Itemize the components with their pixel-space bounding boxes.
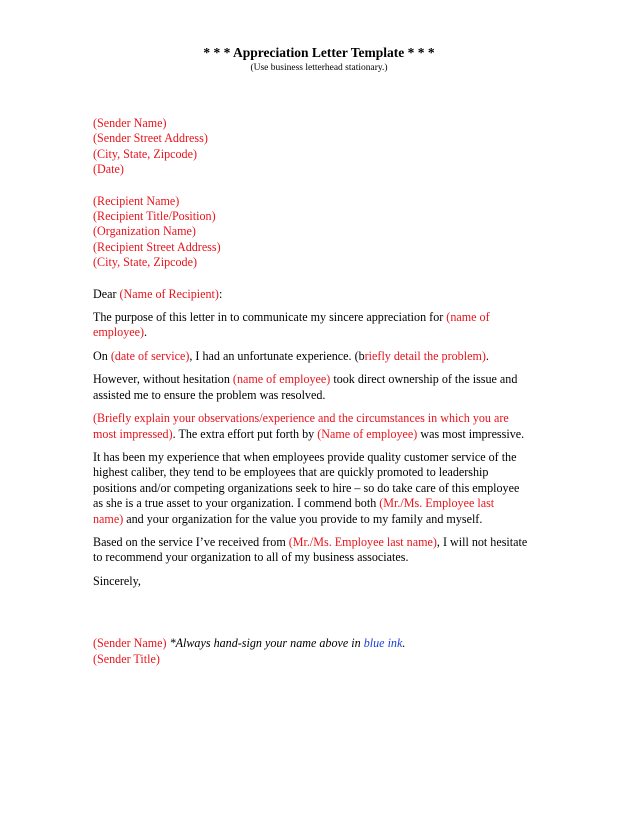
paragraph-commendation: [93, 450, 563, 527]
paragraph-purpose: [93, 310, 563, 341]
sender-street: (Sender Street Address): [93, 131, 208, 146]
p5-placeholder-2: name): [93, 511, 124, 526]
recipient-org: (Organization Name): [93, 224, 196, 239]
p6-placeholder: (Mr./Ms. Employee last name): [288, 534, 437, 549]
signature-space: [93, 589, 563, 636]
recipient-title: (Recipient Title/Position): [93, 209, 216, 224]
signature-title: (Sender Title): [93, 651, 160, 666]
p3-text-3: assisted me to ensure the problem was resolved.: [93, 387, 326, 402]
recipient-city: (City, State, Zipcode): [93, 255, 198, 270]
p3-text-2: took direct ownership of the issue and: [330, 372, 518, 387]
p4-placeholder-1: (Briefly explain your observations/experience and the circumstances in which you are: [93, 411, 509, 426]
sender-date: (Date): [93, 162, 124, 177]
closing: Sincerely,: [93, 573, 141, 588]
p5-line-1: It has been my experience that when employees provide quality customer service of the: [93, 449, 517, 464]
p6-text-2: , I will not hesitate: [436, 534, 528, 549]
recipient-street: (Recipient Street Address): [93, 239, 221, 254]
p2-placeholder-2: riefly detail the problem): [364, 348, 486, 363]
salutation-placeholder: (Name of Recipient): [119, 286, 219, 301]
p1-placeholder-1: (name of: [446, 310, 490, 325]
p6-text-1: Based on the service I’ve received from: [93, 534, 289, 549]
sender-block: [93, 116, 563, 178]
salutation-prefix: Dear: [93, 286, 120, 301]
p2-text-1: On: [93, 348, 111, 363]
salutation-suffix: :: [218, 286, 223, 301]
page-subtitle: (Use business letterhead stationary.): [250, 63, 388, 73]
recipient-name: (Recipient Name): [93, 193, 180, 208]
p4-text-1: . The extra effort put forth by: [172, 426, 318, 441]
signature-note: *Always hand-sign your name above in: [166, 636, 364, 651]
p5-line-2: highest caliber, they tend to be employees that are quickly promoted to leadership: [93, 465, 489, 480]
signature-name: (Sender Name): [93, 636, 167, 651]
salutation: [93, 287, 563, 302]
paragraph-recommend: [93, 535, 563, 566]
p3-placeholder: (name of employee): [232, 372, 331, 387]
paragraph-ownership: [93, 372, 563, 403]
p5-line-3: positions and/or competing organizations seek to hire – so do take care of this employee: [93, 480, 520, 495]
p3-text-1: However, without hesitation: [93, 372, 233, 387]
signature-line: [93, 636, 563, 651]
p4-placeholder-3: (Name of employee): [317, 426, 418, 441]
sender-name: (Sender Name): [93, 116, 167, 130]
signature-note-end: .: [402, 636, 406, 651]
letter-body: [93, 116, 563, 667]
p4-placeholder-2: most impressed): [93, 426, 173, 441]
p4-text-2: was most impressive.: [417, 426, 525, 441]
p2-text-2: , I had an unfortunate experience. (b: [189, 348, 365, 363]
sender-city: (City, State, Zipcode): [93, 146, 198, 161]
p1-text: The purpose of this letter in to communicate my sincere appreciation for: [93, 310, 447, 325]
p1-placeholder-2: employee): [93, 325, 145, 340]
paragraph-experience: [93, 349, 563, 364]
page-title: * * * Appreciation Letter Template * * *: [203, 45, 435, 60]
p2-end: .: [485, 348, 489, 363]
p5-line-4: as she is a true asset to your organization. I commend both: [93, 496, 380, 511]
paragraph-observations: [93, 411, 563, 442]
signature-note-color: blue ink: [363, 636, 403, 651]
p6-text-3: to recommend your organization to all of my business associates.: [93, 550, 409, 565]
p1-end: .: [144, 325, 148, 340]
p5-line-5: and your organization for the value you provide to my family and myself.: [123, 511, 483, 526]
p5-placeholder-1: (Mr./Ms. Employee last: [379, 496, 495, 511]
recipient-block: [93, 194, 563, 271]
p2-placeholder-1: (date of service): [110, 348, 190, 363]
